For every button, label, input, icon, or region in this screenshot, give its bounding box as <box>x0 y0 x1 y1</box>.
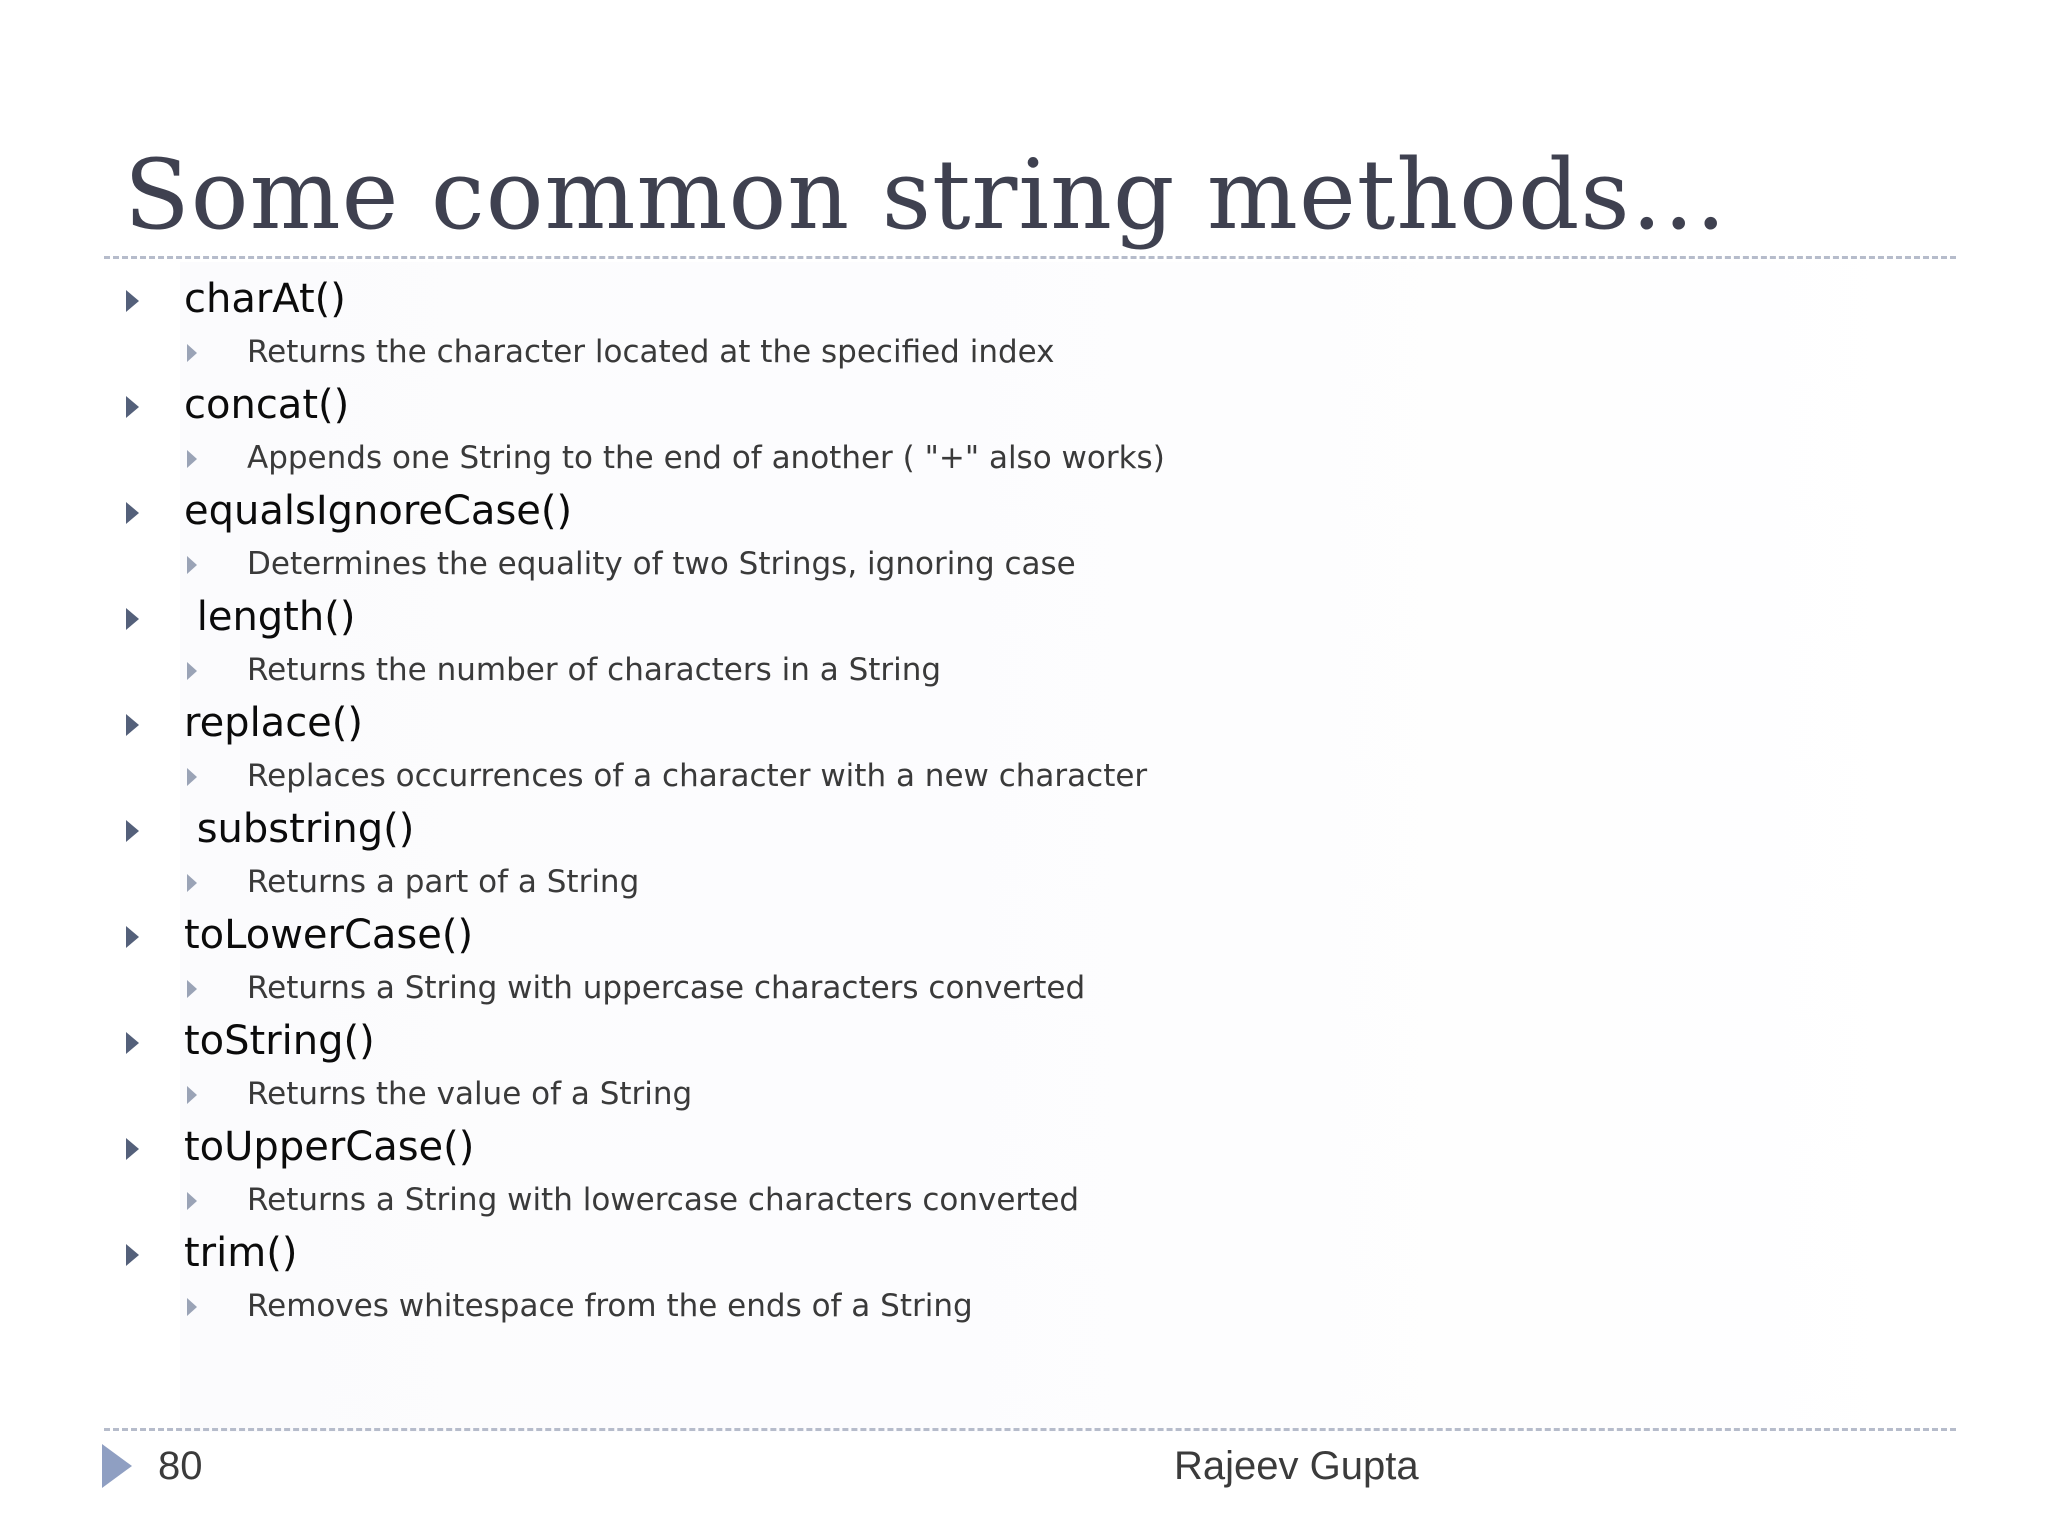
list-item <box>0 484 2048 590</box>
method-name: substring() <box>184 806 415 852</box>
author-name: Rajeev Gupta <box>1174 1444 1419 1488</box>
method-name: equalsIgnoreCase() <box>184 488 573 534</box>
triangle-bullet-icon <box>126 502 139 524</box>
method-list <box>0 272 2048 1332</box>
method-description: Replaces occurrences of a character with a new character <box>247 758 1148 794</box>
method-name: toString() <box>184 1018 375 1064</box>
method-name: length() <box>184 594 356 640</box>
method-description: Returns the character located at the specified index <box>247 334 1055 370</box>
footer-divider <box>104 1428 1956 1431</box>
list-item <box>0 802 2048 908</box>
triangle-bullet-icon <box>126 608 139 630</box>
method-name: charAt() <box>184 276 346 322</box>
triangle-bullet-icon <box>126 1032 139 1054</box>
triangle-bullet-icon <box>126 396 139 418</box>
small-triangle-bullet-icon <box>187 768 197 786</box>
small-triangle-bullet-icon <box>187 874 197 892</box>
small-triangle-bullet-icon <box>187 662 197 680</box>
list-item <box>0 1120 2048 1226</box>
list-item <box>0 590 2048 696</box>
method-name: concat() <box>184 382 350 428</box>
list-item <box>0 908 2048 1014</box>
method-description: Returns a String with uppercase characters converted <box>247 970 1086 1006</box>
small-triangle-bullet-icon <box>187 556 197 574</box>
method-description: Determines the equality of two Strings, ignoring case <box>247 546 1076 582</box>
small-triangle-bullet-icon <box>187 1192 197 1210</box>
triangle-bullet-icon <box>126 926 139 948</box>
method-name: toUpperCase() <box>184 1124 475 1170</box>
triangle-bullet-icon <box>126 714 139 736</box>
small-triangle-bullet-icon <box>187 980 197 998</box>
list-item <box>0 272 2048 378</box>
triangle-bullet-icon <box>126 820 139 842</box>
small-triangle-bullet-icon <box>187 1086 197 1104</box>
method-description: Appends one String to the end of another ( "+" also works) <box>247 440 1165 476</box>
list-item <box>0 696 2048 802</box>
triangle-bullet-icon <box>126 290 139 312</box>
small-triangle-bullet-icon <box>187 344 197 362</box>
method-name: replace() <box>184 700 364 746</box>
method-description: Returns a part of a String <box>247 864 640 900</box>
title-divider <box>104 256 1956 259</box>
small-triangle-bullet-icon <box>187 450 197 468</box>
method-description: Removes whitespace from the ends of a String <box>247 1288 973 1324</box>
method-name: trim() <box>184 1230 298 1276</box>
triangle-bullet-icon <box>126 1244 139 1266</box>
triangle-bullet-icon <box>126 1138 139 1160</box>
list-item <box>0 1226 2048 1332</box>
small-triangle-bullet-icon <box>187 1298 197 1316</box>
slide-title: Some common string methods… <box>124 139 1728 251</box>
page-number: 80 <box>158 1444 203 1488</box>
footer-arrow-icon <box>102 1444 132 1488</box>
method-description: Returns a String with lowercase characters converted <box>247 1182 1080 1218</box>
list-item <box>0 1014 2048 1120</box>
method-name: toLowerCase() <box>184 912 474 958</box>
method-description: Returns the number of characters in a String <box>247 652 942 688</box>
list-item <box>0 378 2048 484</box>
method-description: Returns the value of a String <box>247 1076 693 1112</box>
